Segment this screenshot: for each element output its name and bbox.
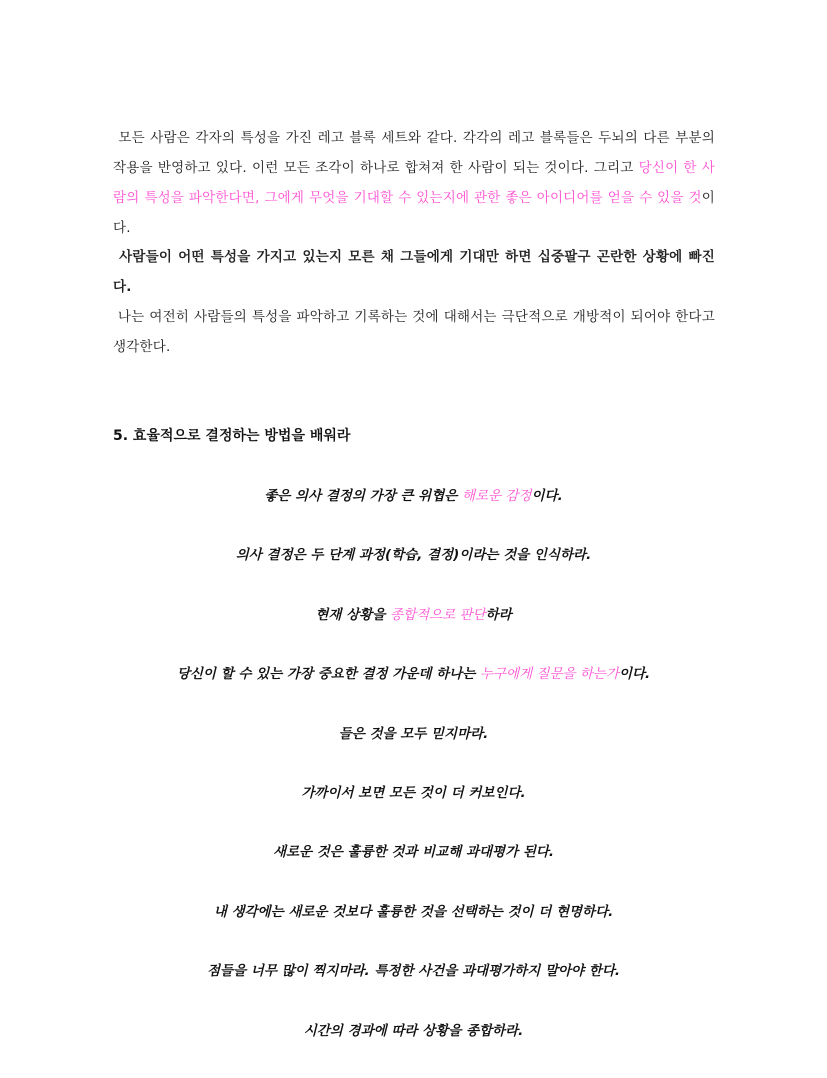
maxim-text: 의사 결정은 두 단계 과정(학습, 결정)이라는 것을 인식하라. [235, 547, 592, 564]
maxim-line [0, 722, 827, 781]
maxim-line [0, 840, 827, 899]
maxim-list [0, 484, 827, 1078]
maxim-highlight: 누구에게 질문을 하는가 [479, 666, 619, 683]
maxim-highlight: 종합적으로 판단 [389, 606, 486, 623]
maxim-text: 새로운 것은 훌륭한 것과 비교해 과대평가 된다. [272, 844, 555, 861]
maxim-line [0, 662, 827, 721]
maxim-text: 현재 상황을 [315, 606, 390, 623]
maxim-line [0, 603, 827, 662]
paragraph-text: 이다. [113, 190, 715, 236]
paragraph-bold-warning: 사람들이 어떤 특성을 가지고 있는지 모른 채 그들에게 기대만 하면 십중팔구 곤란한 상황에 빠진다. [113, 249, 715, 295]
maxim-text: 들은 것을 모두 믿지마라. [338, 725, 489, 742]
paragraph-lego-analogy [113, 123, 715, 243]
maxim-line [0, 484, 827, 543]
maxim-text: 점들을 너무 많이 찍지마라. 특정한 사건을 과대평가하지 말아야 한다. [206, 963, 620, 980]
paragraph-text: 모든 사람은 각자의 특성을 가진 레고 블록 세트와 같다. 각각의 레고 블록들은 두뇌의 다른 부분의 작용을 반영하고 있다. 이런 모든 조각이 하나로 합쳐져 한 사람이 되는 것이다. 그리고 [113, 130, 715, 176]
maxim-text: 내 생각에는 새로운 것보다 훌륭한 것을 선택하는 것이 더 현명하다. [213, 903, 614, 920]
maxim-line [0, 543, 827, 602]
maxim-line [0, 959, 827, 1018]
maxim-text: 이다. [531, 488, 563, 504]
highlighted-text: 당신이 한 사람의 특성을 파악한다면, 그에게 무엇을 기대할 수 있는지에 관한 좋은 아이디어를 얻을 수 있을 것 [113, 160, 716, 206]
maxim-line [0, 900, 827, 959]
section-heading: 5. 효율적으로 결정하는 방법을 배워라 [113, 428, 351, 444]
maxim-text: 당신이 할 수 있는 가장 중요한 결정 가운데 하나는 [176, 666, 480, 683]
maxim-highlight: 해로운 감정 [462, 488, 532, 504]
maxim-line [0, 781, 827, 840]
maxim-text: 하라 [485, 606, 512, 623]
maxim-line [0, 1019, 827, 1078]
maxim-text: 시간의 경과에 따라 상황을 종합하라. [303, 1022, 524, 1039]
maxim-text: 가까이서 보면 모든 것이 더 커보인다. [301, 784, 526, 801]
paragraph-openness: 나는 여전히 사람들의 특성을 파악하고 기록하는 것에 대해서는 극단적으로 개방적이 되어야 한다고 생각한다. [113, 309, 715, 355]
maxim-text: 좋은 의사 결정의 가장 큰 위협은 [264, 488, 462, 504]
maxim-text: 이다. [618, 666, 651, 683]
